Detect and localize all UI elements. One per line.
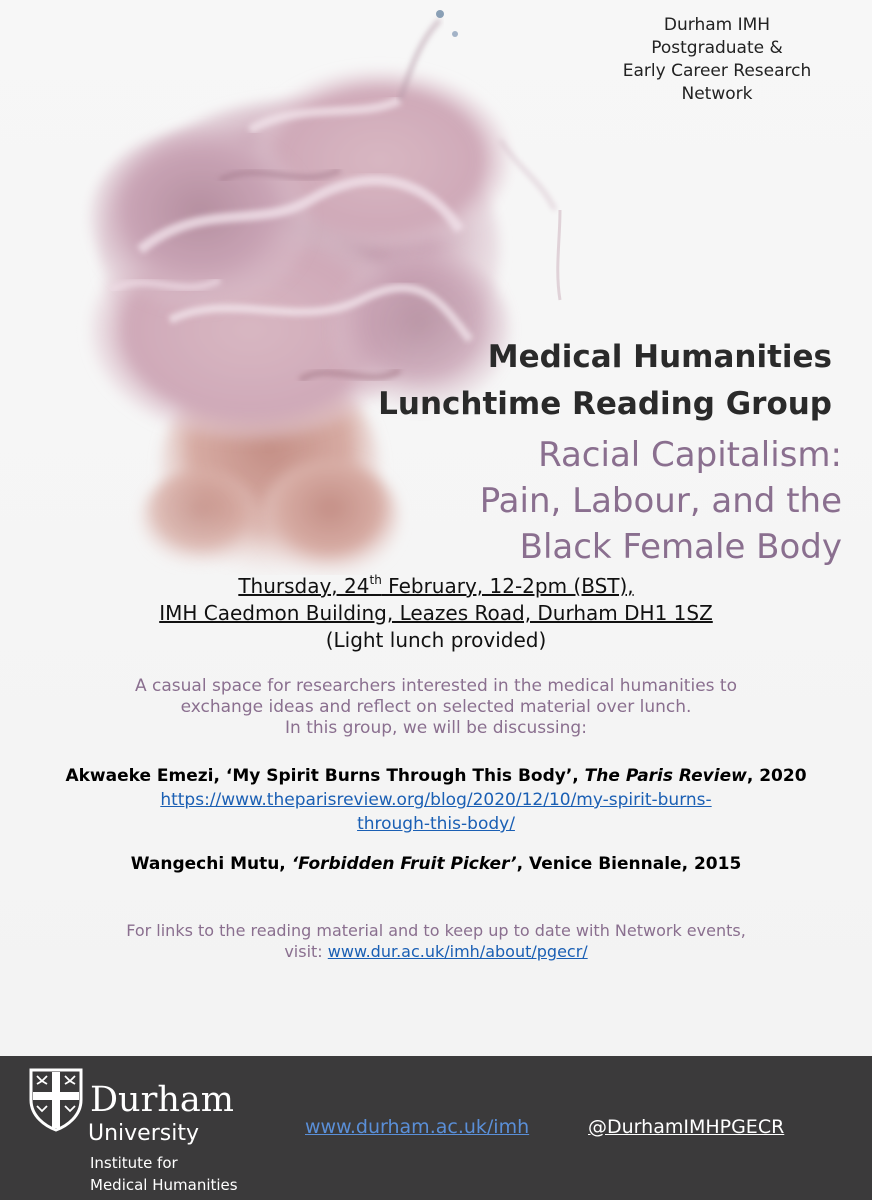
page-title [272,334,832,428]
links-note [60,920,812,962]
reading-2-author: Wangechi Mutu, [130,854,292,874]
reading-item-1 [60,764,812,836]
topic-line-3: Black Female Body [519,527,842,567]
links-note-line-1: For links to the reading material and to keep up to date with Network events, [126,921,746,940]
reading-1-link-line-2[interactable]: through-this-body/ [357,814,515,834]
reading-1-author: Akwaeke Emezi, ‘My Spirit Burns Through This Body’, [65,766,585,786]
reading-1-citation [60,764,812,788]
event-date [0,573,872,600]
institute-line-1: Institute for [90,1154,178,1172]
topic-line-2: Pain, Labour, and the [479,481,842,521]
university-sub: University [88,1121,199,1146]
twitter-handle-link[interactable]: @DurhamIMHPGECR [588,1116,785,1138]
event-date-sup: th [369,573,382,587]
reading-2-work: ‘Forbidden Fruit Picker’ [291,854,517,874]
reading-1-year: , 2020 [746,766,807,786]
institute-line-2: Medical Humanities [90,1176,238,1194]
topic-line-1: Racial Capitalism: [538,435,842,475]
description-line-3: In this group, we will be discussing: [285,718,587,738]
reading-1-link[interactable] [60,788,812,836]
session-topic [382,432,842,570]
event-date-prefix: Thursday, 24 [238,574,370,598]
event-lunch-note: (Light lunch provided) [325,628,547,652]
imh-website-link[interactable]: www.durham.ac.uk/imh [305,1116,530,1138]
pgecr-link[interactable]: www.dur.ac.uk/imh/about/pgecr/ [327,942,588,961]
description-line-2: exchange ideas and reflect on selected material over lunch. [180,697,692,717]
reading-1-publication: The Paris Review [584,766,747,786]
event-date-suffix: February, 12-2pm (BST), [381,574,634,598]
event-location: IMH Caedmon Building, Leazes Road, Durham DH1 1SZ [159,601,713,625]
links-note-prefix: visit: [284,942,328,961]
network-line-2: Postgraduate & [651,38,783,58]
network-line-1: Durham IMH [663,15,771,35]
links-note-line-2 [60,941,812,962]
institute-name [90,1152,238,1196]
network-line-3: Early Career Research [622,61,812,81]
durham-crest-icon [27,1066,85,1132]
reading-1-link-line-1[interactable]: https://www.theparisreview.org/blog/2020/12/10/my-spirit-burns- [160,790,712,810]
footer [0,1056,872,1200]
network-label [602,14,832,106]
university-name: Durham [90,1080,234,1120]
reading-item-2 [60,852,812,876]
description [60,676,812,739]
event-details [0,573,872,654]
network-line-4: Network [681,84,753,104]
title-line-2: Lunchtime Reading Group [378,386,832,422]
reading-2-venue: , Venice Biennale, 2015 [516,854,742,874]
description-line-1: A casual space for researchers interested in the medical humanities to [135,676,737,696]
title-line-1: Medical Humanities [487,339,832,375]
